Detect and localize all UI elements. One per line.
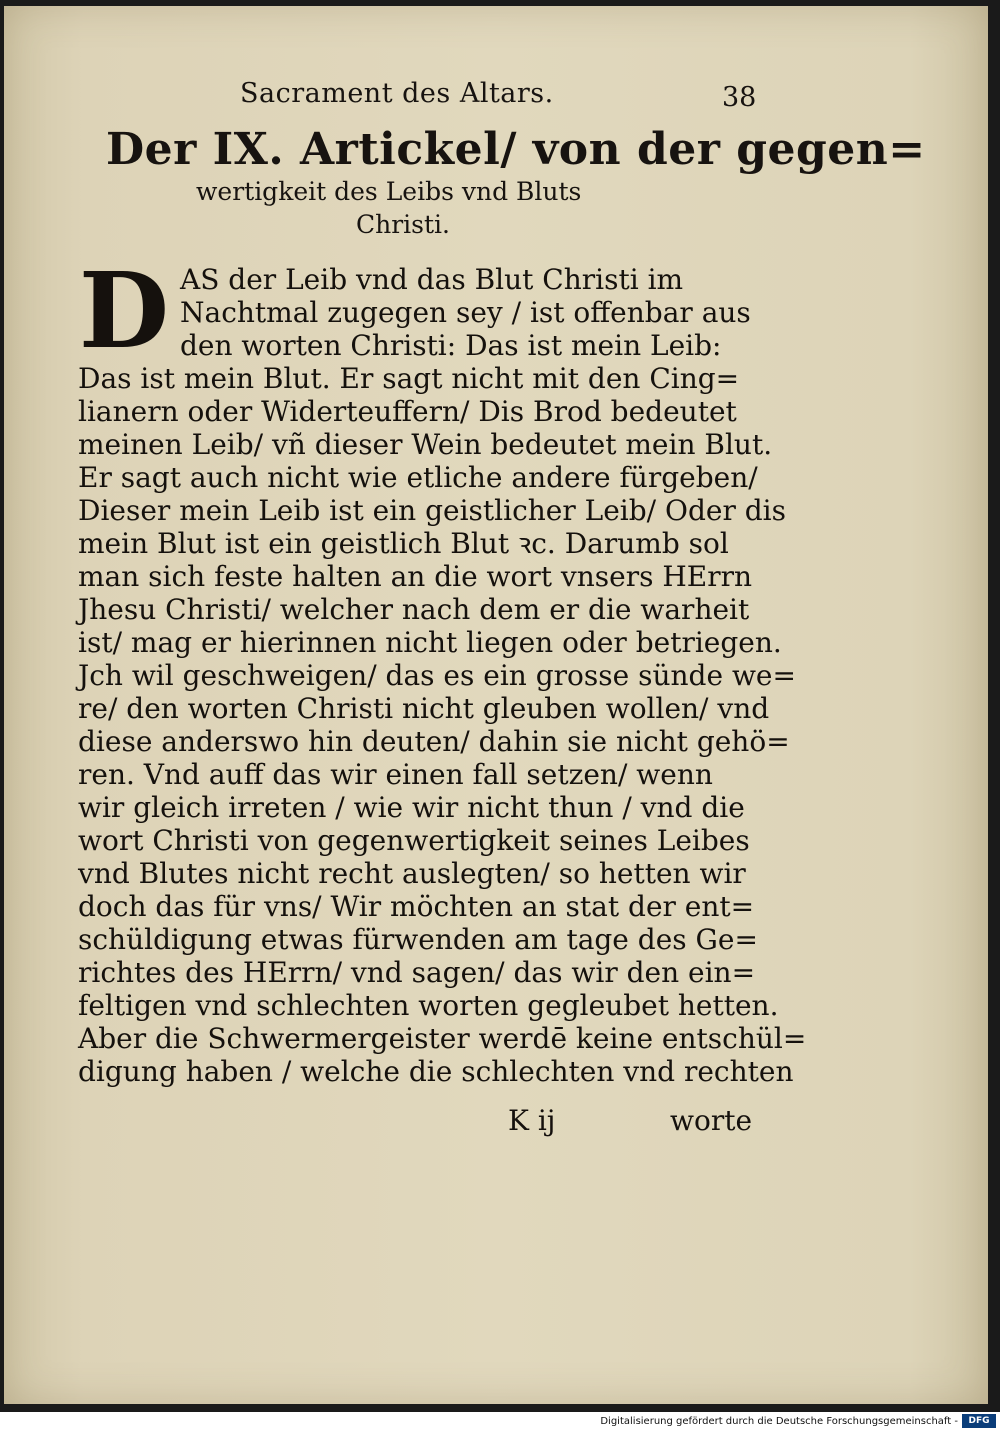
text-line: mein Blut ist ein geistlich Blut ꝛc. Darumb sol [78,527,729,560]
text-line: Jhesu Christi/ welcher nach dem er die warheit [78,593,750,626]
decorated-initial: D [78,249,170,372]
digitization-credit: Digitalisierung gefördert durch die Deutsche Forschungsgemeinschaft - [600,1416,958,1427]
article-heading-line-1: Der IX. Artickel/ von der gegen= [106,124,926,175]
text-line: meinen Leib/ vñ dieser Wein bedeutet mein Blut. [78,428,773,461]
text-line: feltigen vnd schlechten worten gegleubet hetten. [78,989,779,1022]
page-number: 38 [722,82,757,113]
article-heading-line-2: wertigkeit des Leibs vnd Bluts [196,177,582,206]
article-heading-line-3: Christi. [356,210,450,239]
text-line: AS der Leib vnd das Blut Christi im [180,263,684,296]
text-line: Das ist mein Blut. Er sagt nicht mit den Cing= [78,362,740,395]
running-head: Sacrament des Altars. [240,78,554,109]
dfg-logo: DFG [962,1414,996,1428]
text-line: Er sagt auch nicht wie etliche andere fürgeben/ [78,461,758,494]
text-line: Nachtmal zugegen sey / ist offenbar aus [180,296,751,329]
text-line: lianern oder Widerteuffern/ Dis Brod bedeutet [78,395,737,428]
text-line: Aber die Schwermergeister werdē keine entschül= [78,1022,807,1055]
text-line: vnd Blutes nicht recht auslegten/ so hetten wir [78,857,746,890]
text-line: re/ den worten Christi nicht gleuben wollen/ vnd [78,692,770,725]
text-line: schüldigung etwas fürwenden am tage des Ge= [78,923,758,956]
text-line: Jch wil geschweigen/ das es ein grosse sünde we= [78,659,796,692]
text-line: den worten Christi: Das ist mein Leib: [180,329,722,362]
text-line: doch das für vns/ Wir möchten an stat der ent= [78,890,755,923]
text-line: digung haben / welche die schlechten vnd rechten [78,1055,794,1088]
text-line: diese anderswo hin deuten/ dahin sie nicht gehö= [78,725,790,758]
text-line: ist/ mag er hierinnen nicht liegen oder betriegen. [78,626,782,659]
text-line: man sich feste halten an die wort vnsers HErrn [78,560,753,593]
text-line: wir gleich irreten / wie wir nicht thun / vnd die [78,791,745,824]
text-line: richtes des HErrn/ vnd sagen/ das wir den ein= [78,956,756,989]
text-line: Dieser mein Leib ist ein geistlicher Leib/ Oder dis [78,494,786,527]
catchword: worte [670,1104,753,1137]
text-line: wort Christi von gegenwertigkeit seines Leibes [78,824,750,857]
signature-mark: K ij [508,1104,556,1137]
text-line: ren. Vnd auff das wir einen fall setzen/ wenn [78,758,713,791]
